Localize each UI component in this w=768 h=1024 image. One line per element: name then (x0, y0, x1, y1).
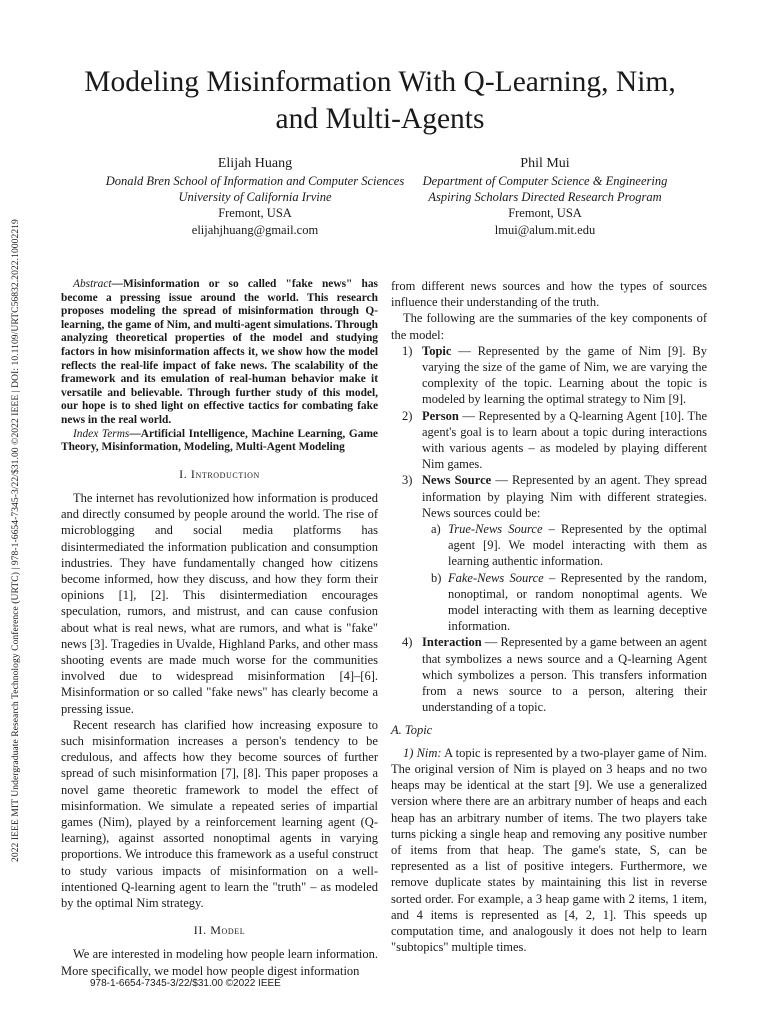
paragraph: from different news sources and how the types of sources influence their understanding of the truth. (391, 279, 707, 310)
doi-sidebar-text: 2022 IEEE MIT Undergraduate Research Technology Conference (URTC) | 978-1-6654-7345-3/22/$31.00 ©2022 IEEE | DOI: 10.1109/URTC56832.2022.10002219 (10, 219, 21, 862)
list-item (391, 634, 707, 715)
page-footer: 978-1-6654-7345-3/22/$31.00 ©2022 IEEE (90, 978, 281, 989)
paragraph: Recent research has clarified how increasing exposure to such misinformation increases a person's tendency to be credulous, and affects how they become sources of further spread of such misinformation [7], [8]. This paper proposes a novel game theoretic framework to model the effect of misinformation. We simulate a repeated series of impartial games (Nim), played by a reinforcement learning agent (Q-learning), against assorted nonoptimal agents in varying proportions. We introduce this framework as a useful construct to study various impacts of misinformation on a well-intentioned Q-learning agent to learn the "truth" – as modeled by the optimal Nim strategy. (61, 717, 378, 910)
section-title: Introduction (190, 466, 260, 481)
component-list (391, 343, 707, 716)
index-terms-lead: Index Terms (73, 427, 130, 440)
title-line-2: and Multi-Agents (275, 103, 485, 135)
list-term: Interaction (422, 635, 482, 650)
list-text: — Represented by the game of Nim [9]. By varying the size of the game of Nim, we are varying the complexity of the topic. Learning about the topic is modeled by learning the optimal strategy to Nim [9]. (422, 343, 707, 407)
author-email: elijahjhuang@gmail.com (191, 222, 319, 237)
list-text: – Represented by the optimal agent [9]. We model interacting with them as learning authentic information. (448, 522, 708, 569)
list-item (391, 343, 707, 408)
paper-title (60, 64, 700, 138)
paragraph: The internet has revolutionized how information is produced and directly consumed by people around the world. The rise of microblogging and social media platforms has disintermediated the information publication and consumption industries. They have fundamentally changed how citizens become informed, how they discuss, and how they form their opinions [1], [2]. This disintermediation encourages speculation, rumors, and mistrust, and can cause confusion about what is real news, what are rumors, and what is "fake" news [3]. Tragedies in Uvalde, Highland Parks, and other mass shooting events are made much worse for the communities involved due to widespread misinformation [4]–[6]. Misinformation or so called "fake news" has clearly become a pressing issue. (61, 490, 378, 716)
author-name: Elijah Huang (217, 156, 293, 171)
abstract-lead: Abstract (73, 278, 112, 290)
list-item (391, 472, 707, 521)
paragraph: We are interested in modeling how people learn information. More specifically, we model how people digest information (61, 947, 378, 978)
author-name: Phil Mui (520, 156, 570, 171)
sub-list-item (391, 570, 707, 635)
list-number: 4) (402, 635, 413, 650)
author-location: Fremont, USA (218, 206, 292, 221)
doi-sidebar (6, 162, 28, 862)
section-number: II. (193, 923, 207, 938)
paragraph-lead: 1) Nim: (403, 745, 442, 760)
list-number: a) (431, 522, 441, 537)
author-institution: Aspiring Scholars Directed Research Program (428, 190, 662, 205)
right-column (391, 278, 707, 955)
author-affiliation: Donald Bren School of Information and Computer Sciences (105, 174, 405, 188)
abstract (61, 278, 378, 428)
subsection-heading-topic: A. Topic (391, 723, 433, 738)
author-block-2 (375, 154, 715, 238)
author-affiliation: Department of Computer Science & Engineering (422, 174, 668, 188)
list-text: — Represented by a game between an agent that symbolizes a news source and a Q-learning Agent which symbolizes a person. This transfers information from a news source to a person, altering their understanding of a topic. (422, 635, 707, 715)
author-location: Fremont, USA (508, 206, 582, 221)
paragraph (391, 745, 707, 956)
paragraph-body: A topic is represented by a two-player game of Nim. The original version of Nim is played on 3 heaps and no two heaps may be identical at the start [9]. We use a generalized version where there are an arbitrary number of heaps and each heap has an arbitrary number of items. The two players take turns picking a single heap and removing any positive number of items from that heap. The game's state, S, can be represented as a list of positive integers. Furthermore, we remove duplicate states by maintaining this list in reverse sorted order. For example, a 3 heap game with 2 items, 1 item, and 4 items is represented as [4, 2, 1]. This speeds up computation time, and analogously it does not help to learn "subtopics" multiple times. (391, 745, 707, 955)
abstract-body: —Misinformation or so called "fake news" has become a pressing issue around the world. This research proposes modeling the spread of misinformation through Q-learning, the game of Nim, and multi-agent simulations. Through analyzing theoretical properties of the model and studying factors in how misinformation affects it, we show how the model reflects the real-life impact of fake news. The scalability of the framework and its emulation of real-human behavior make it versatile and believable. Through further study of this model, our hope is to shed light on effective tactics for combating fake news in the real world. (61, 278, 378, 426)
list-term: Person (422, 408, 459, 423)
sub-list-item (391, 521, 707, 570)
list-term: Topic (422, 343, 452, 358)
list-number: 1) (402, 343, 413, 358)
paragraph: The following are the summaries of the key components of the model: (391, 311, 707, 342)
list-number: 2) (402, 408, 413, 423)
section-number: I. (179, 466, 188, 481)
section-heading-model (61, 922, 378, 938)
list-text: – Represented by the random, nonoptimal, or random nonoptimal agents. We model interacting with them as learning deceptive information. (448, 570, 707, 634)
list-term: News Source (422, 473, 492, 488)
list-number: b) (431, 570, 442, 585)
list-term: Fake-News Source (448, 570, 544, 585)
author-institution: University of California Irvine (178, 190, 332, 205)
section-heading-introduction (61, 466, 378, 482)
section-title: Model (210, 923, 246, 938)
list-text: — Represented by an agent. They spread information by playing Nim with different strategies. News sources could be: (422, 473, 707, 520)
list-number: 3) (402, 473, 413, 488)
index-terms-body: —Artificial Intelligence, Machine Learning, Game Theory, Misinformation, Modeling, Multi-Agent Modeling (61, 427, 378, 454)
list-text: — Represented by a Q-learning Agent [10]. The agent's goal is to learn about a topic during interactions with various agents – as modeled by playing different Nim games. (422, 408, 707, 472)
author-email: lmui@alum.mit.edu (494, 222, 596, 237)
list-term: True-News Source (448, 522, 543, 537)
title-line-1: Modeling Misinformation With Q-Learning, Nim, (84, 66, 676, 98)
left-column (61, 278, 378, 979)
index-terms (61, 428, 378, 455)
list-item (391, 408, 707, 473)
